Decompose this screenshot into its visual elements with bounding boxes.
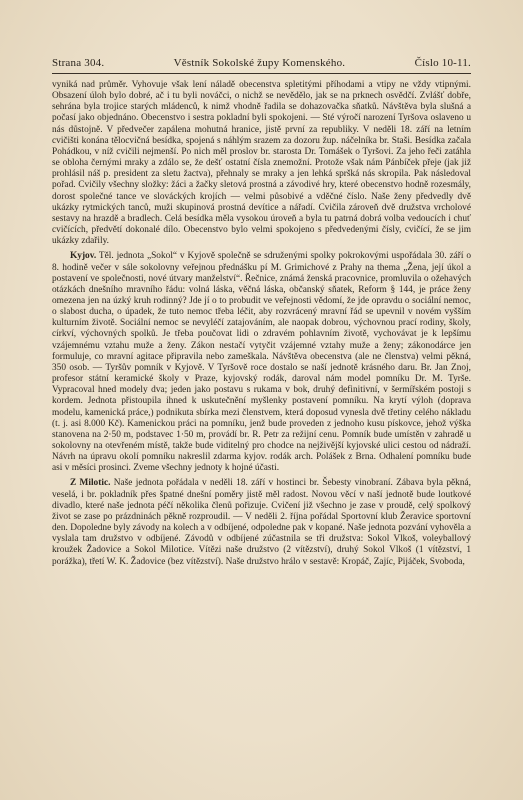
header-rule bbox=[52, 73, 471, 74]
article-body bbox=[52, 80, 471, 568]
paragraph-text: Těl. jednota „Sokol“ v Kyjově společně se sdruženými spolky pokrokovými uspořádala 30. září o 8. hodině večer v sále sokolovny veřejnou přednášku pí M. Grimichové z Prahy na thema „Žena, její úkol a postavení ve společnosti, nové útvary manželství“. Řečnice, známá ženská pracovnice, promluvila o ožehavých otázkách dnešního mravního řádu: volná láska, věčná láska, občanský sňatek, Reform § 144, je práce ženy omezena jen na úzký kruh rodinný? Jde jí o to probudit ve veřejnosti vědomí, že jde opravdu o sociální nemoc, o slabost ducha, o úpadek, že tuto nemoc třeba léčit, aby rozvrácený mravní řád se upevnil v novém vyšším kulturním životě. Sociální nemoc se nevyléčí zatajováním, ale naopak dobrou, výchovnou prací rodiny, školy, církví, výchovných spolků. Je třeba poučovat lidi o zdravém pohlavním životě, vychovávat je k lepšímu vzájemnému vztahu muže a ženy. Zákon nestačí vytyčit vzájemné vztahy muže a ženy; zákonodárce jen formuluje, co mravní agitace připravila nebo zameškala. Návštěva obecenstva (ale ne členstva) velmi pěkná, 350 osob. — Tyršův pomník v Kyjově. V Tyršově roce dostalo se naší jednotě krásného daru. Br. Jan Znoj, profesor státní keramické školy v Praze, kyjovský rodák, daroval nám model pomníku Dr. M. Tyrše. Vypracoval hned modely dva; jeden jako postavu s rukama v bok, druhý definitivní, v šermířském postoji s kordem. Jednota přistoupila ihned k uskutečnění myšlenky postavení pomníku. Na krytí výloh (doprava modelu, kamenická práce,) podnikuta sbírka mezi členstvem, která doposud vynesla dvě třetiny celého nákladu (t. j. asi 8.000 Kč). Kamenickou práci na pomníku, jenž bude proveden z jednoho kusu pískovce, jehož výška stanovena na 2·50 m, podstavec 1·50 m, provádí br. R. Petr za režijní cenu. Pomník bude umístěn v zahradě u sokolovny na otevřeném místě, takže bude viditelný pro chodce na nejživější kyjovské ulici cestou od nádraží. Návrh na úpravu okolí pomníku nakreslil zdarma kyjov. rodák arch. Polášek z Brna. Odhalení pomníku bude asi v měsíci prosinci. Zveme všechny jednoty k hojné účasti. bbox=[52, 251, 471, 474]
journal-title: Věstník Sokolské župy Komenského. bbox=[173, 57, 346, 69]
page-number: Strana 304. bbox=[52, 57, 105, 69]
paragraph-text: Naše jednota pořádala v neděli 18. září v hostinci br. Šebesty vinobraní. Zábava byla pěkná, veselá, i br. pokladník přes špatné dnešní poměry jistě měl radost. Novou věcí v naší jednotě bude loutkové divadlo, které naše jednota péčí několika členů pořizuje. Cvičení již všechno je zase v proudě, celý spolkový život se zase po prázdninách pěkně rozproudil. — V neděli 2. října pořádal Sportovní klub Žeravice sportovní den. Dopoledne byly závody na kolech a v odbíjené, odpoledne pak v kopané. Naše jednota pozvání vyhověla a vyslala tam družstvo v odbíjené. Závodů v odbíjené zúčastnila se tři družstva: Sokol Vlkoš, voleyballový kroužek Žadovice a Sokol Milotice. Vítězi naše družstvo (2 vítězství), druhý Sokol Vlkoš (1 vítězství, 1 porážka), třetí W. K. Žadovice (bez vítězství). Naše družstvo hrálo v sestavě: Kropáč, Zajíc, Pijáček, Svoboda, bbox=[52, 478, 471, 567]
paragraph-kyjov bbox=[52, 251, 471, 474]
paragraph-text: vyniká nad průměr. Vyhovuje však lení náladě obecenstva spletitými příhodami a vtipy ne vždy vtipnými. Obsazení úloh bylo dobré, ač i tu byli nováčci, o nichž se nevědělo, jak se na prknech osvědčí. Zvlášť dobře, sehrána byla trojice starých mládenců, k nimž vhodně řadila se dohazovačka sňatků. Návštěva byla slušná a počasí jako objednáno. Obecenstvo i sestra pokladní byli spokojeni. — Sté výročí narození Tyršova oslaveno u nás důstojně. V předvečer zapálena mohutná hranice, jistě první za republiky. V neděli 18. září na letním cvičišti konána tělocvičná besídka, spojená s náhlým srazem za dozoru žup. náčelníka br. Staši. Besídka začala Pohádkou, v níž cvičili nejmenší. Po nich měl proslov br. starosta Dr. Tomášek o Tyršovi. Za jeho řeči zatáhla se obloha černými mraky a zdálo se, že dešť ostatní čísla znemožní. Protože však nám Pánbíček přeje (jak již prohlásil náš p. president za sletu žactva), přehnaly se mraky a jen lehká spršká nás skropila. Pak následoval pořad. Cvičily všechny složky: žáci a žačky sletová prostná a závodivé hry, které obecenstvo hodně rozesmály, dorost společné tance ve slováckých krojích — velmi působivé a vděčné číslo. Naše ženy předvedly dvě ukázky rytmických tanců, muži skupinová prostná devítice a nářadí. Cvičila zároveň dvě družstva vrcholové sestavy na hrazdě a bradlech. Celá besídka měla vysokou úroveň a byla tu patrná dobrá volba vedoucích i chuť cvičících, předvětí dokonalé dílo. Obecenstvo bylo velmi spokojeno s předvedenými čísly, cvičící, že se jim ukázky zdařily. bbox=[52, 80, 471, 247]
issue-number: Číslo 10-11. bbox=[414, 57, 471, 69]
running-header bbox=[52, 57, 471, 69]
paragraph-lead: Z Milotic. bbox=[70, 478, 111, 489]
paragraph-continuation bbox=[52, 80, 471, 247]
paragraph-milotice bbox=[52, 478, 471, 567]
paragraph-lead: Kyjov. bbox=[70, 251, 97, 262]
